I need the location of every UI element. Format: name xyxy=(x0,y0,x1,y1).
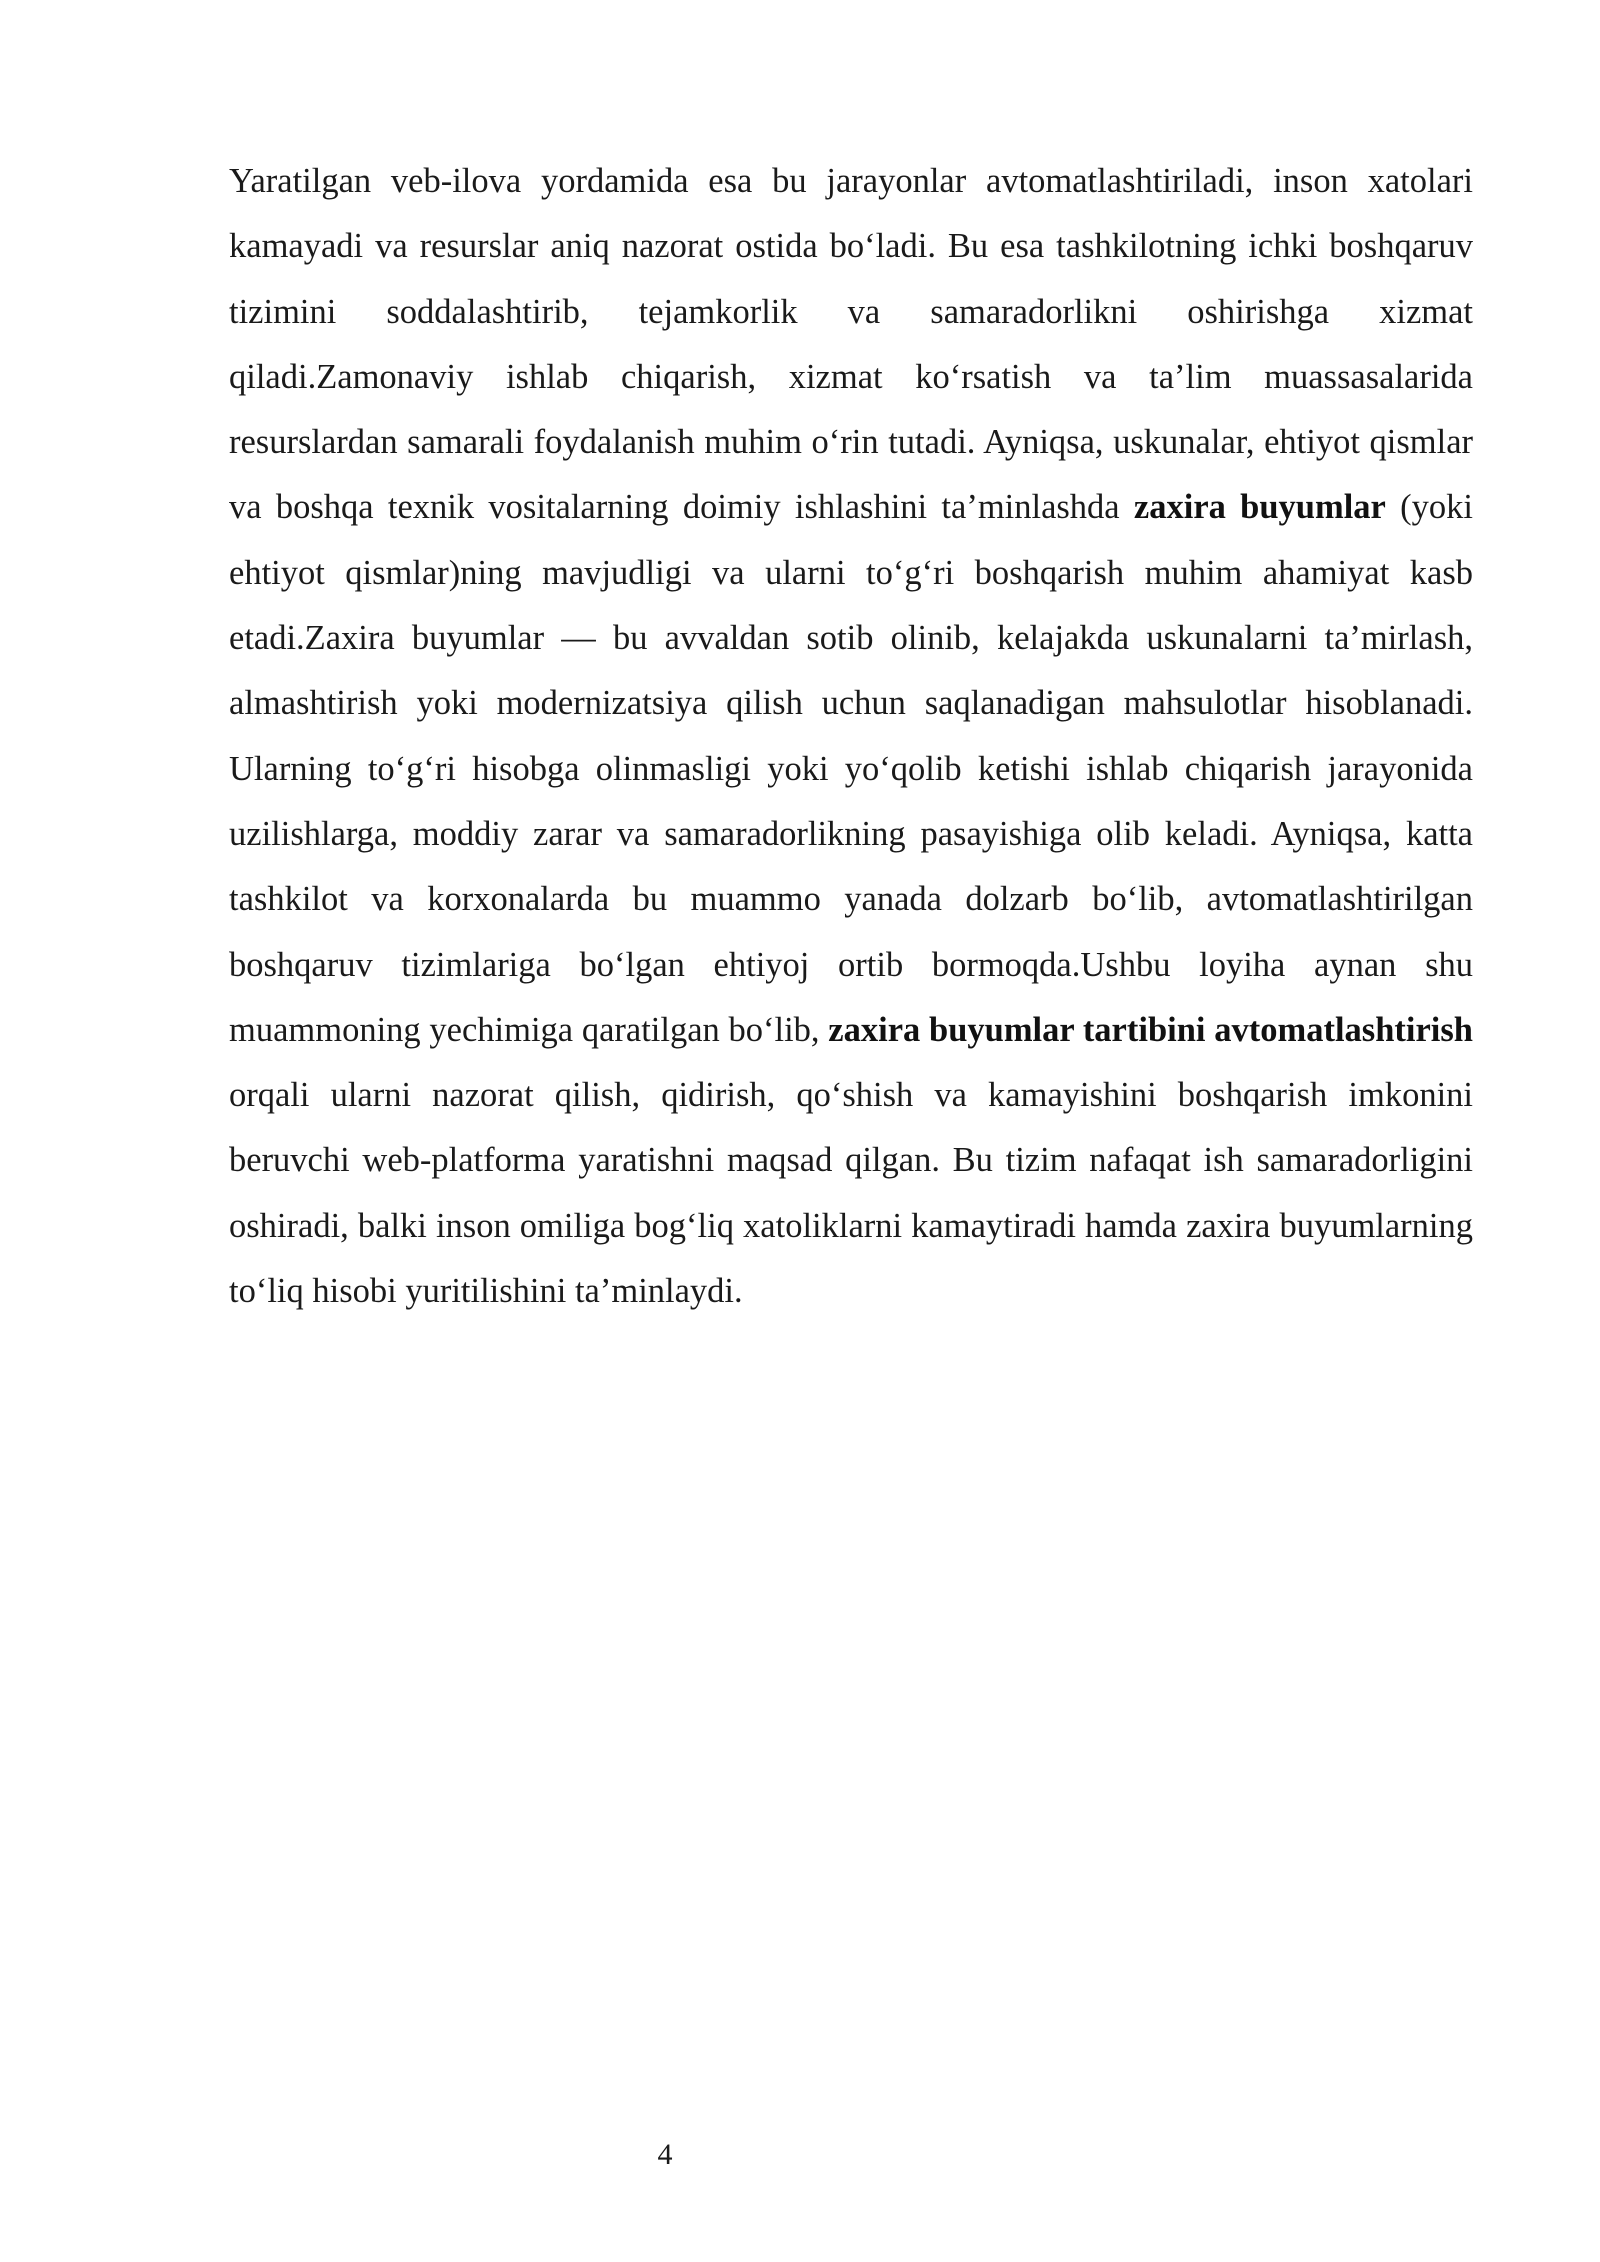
paragraph-text-part-1: Yaratilgan veb-ilova yordamida esa bu jarayonlar avtomatlashtiriladi, inson xatolari kamayadi va resurslar aniq nazorat ostida bo‘ladi. Bu esa tashkilotning ichki boshqaruv tizimini soddalashtirib, tejamkorlik va samaradorlikni oshirishga xizmat qiladi.Zamonaviy ishlab chiqarish, xizmat ko‘rsatish va ta’lim muassasalarida resurslardan samarali foydalanish muhim o‘rin tutadi. Ayniqsa, uskunalar, ehtiyot qismlar va boshqa texnik vositalarning doimiy ishlashini ta’minlashda xyxy=(229,162,1473,527)
paragraph-text-part-2: (yoki ehtiyot qismlar)ning mavjudligi va ularni to‘g‘ri boshqarish muhim ahamiyat kasb etadi.Zaxira buyumlar — bu avvaldan sotib olinib, kelajakda uskunalarni ta’mirlash, almashtirish yoki modernizatsiya qilish uchun saqlanadigan mahsulotlar hisoblanadi. Ularning to‘g‘ri hisobga olinmasligi yoki yo‘qolib ketishi ishlab chiqarish jarayonida uzilishlarga, moddiy zarar va samaradorlikning pasayishiga olib keladi. Ayniqsa, katta tashkilot va korxonalarda bu muammo yanada dolzarb bo‘lib, avtomatlashtirilgan boshqaruv tizimlariga bo‘lgan ehtiyoj ortib bormoqda.Ushbu loyiha aynan shu muammoning yechimiga qaratilgan bo‘lib, xyxy=(229,488,1473,1049)
bold-term-zaxira-buyumlar: zaxira buyumlar xyxy=(1133,488,1386,527)
page-number: 4 xyxy=(657,2138,673,2171)
bold-term-avtomatlashtirish: zaxira buyumlar tartibini avtomatlashtirish xyxy=(828,1010,1473,1049)
paragraph-text-part-3: orqali ularni nazorat qilish, qidirish, qo‘shish va kamayishini boshqarish imkonini beruvchi web-platforma yaratishni maqsad qilgan. Bu tizim nafaqat ish samaradorligini oshiradi, balki inson omiliga bog‘liq xatoliklarni kamaytiradi hamda zaxira buyumlarning to‘liq hisobi yuritilishini ta’minlaydi. xyxy=(229,1076,1473,1311)
body-paragraph xyxy=(229,149,1473,1324)
